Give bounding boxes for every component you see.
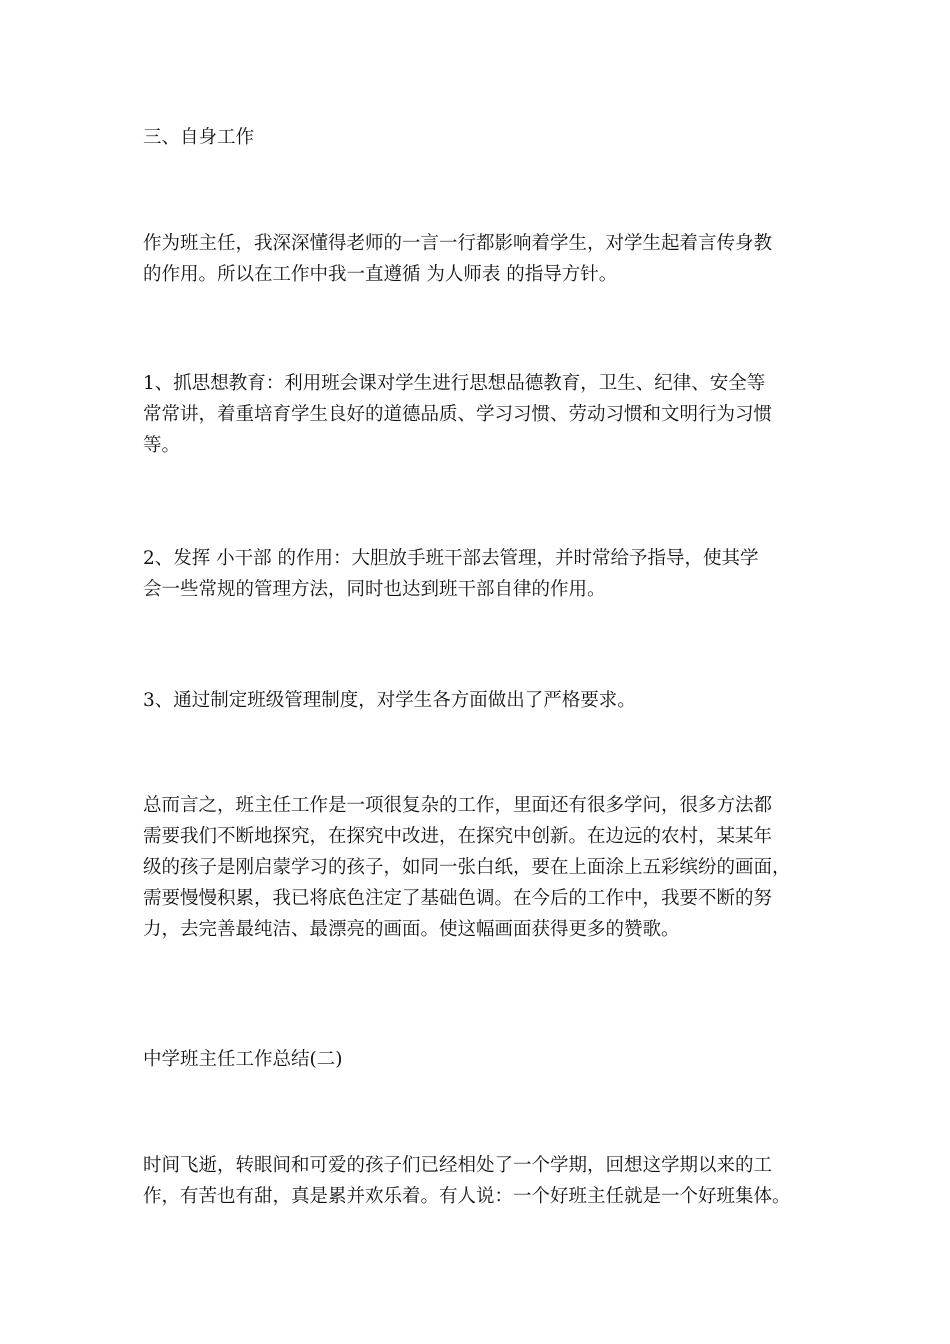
text-line: 三、自身工作 bbox=[143, 127, 255, 148]
text-line: 级的孩子是刚启蒙学习的孩子，如同一张白纸，要在上面涂上五彩缤纷的画面， bbox=[143, 857, 791, 878]
section-heading-summary-two bbox=[143, 1044, 815, 1075]
section-heading-self-work bbox=[143, 122, 815, 153]
text-line: 3、通过制定班级管理制度，对学生各方面做出了严格要求。 bbox=[143, 690, 636, 711]
paragraph-role-model bbox=[143, 228, 815, 290]
paragraph-item-3 bbox=[143, 685, 815, 716]
text-line: 作为班主任，我深深懂得老师的一言一行都影响着学生，对学生起着言传身教 bbox=[143, 233, 773, 254]
text-line: 需要慢慢积累，我已将底色注定了基础色调。在今后的工作中，我要不断的努 bbox=[143, 888, 773, 909]
text-line: 中学班主任工作总结(二) bbox=[143, 1049, 343, 1070]
text-line: 总而言之，班主任工作是一项很复杂的工作，里面还有很多学问，很多方法都 bbox=[143, 795, 773, 816]
text-line: 等。 bbox=[143, 435, 181, 456]
paragraph-item-1 bbox=[143, 368, 815, 461]
text-line: 常常讲，着重培育学生良好的道德品质、学习习惯、劳动习惯和文明行为习惯 bbox=[143, 404, 773, 425]
text-line: 作，有苦也有甜，真是累并欢乐着。有人说：一个好班主任就是一个好班集体。 bbox=[143, 1186, 791, 1207]
text-line: 2、发挥 小干部 的作用：大胆放手班干部去管理，并时常给予指导，使其学 bbox=[143, 548, 759, 569]
paragraph-summary bbox=[143, 790, 815, 945]
text-line: 力，去完善最纯洁、最漂亮的画面。使这幅画面获得更多的赞歌。 bbox=[143, 919, 680, 940]
text-line: 1、抓思想教育：利用班会课对学生进行思想品德教育，卫生、纪律、安全等 bbox=[143, 373, 766, 394]
text-line: 的作用。所以在工作中我一直遵循 为人师表 的指导方针。 bbox=[143, 264, 618, 285]
text-line: 需要我们不断地探究，在探究中改进，在探究中创新。在边远的农村，某某年 bbox=[143, 826, 773, 847]
paragraph-item-2 bbox=[143, 543, 815, 605]
text-line: 会一些常规的管理方法，同时也达到班干部自律的作用。 bbox=[143, 579, 606, 600]
paragraph-time-flies bbox=[143, 1150, 815, 1212]
text-line: 时间飞逝，转眼间和可爱的孩子们已经相处了一个学期，回想这学期以来的工 bbox=[143, 1155, 773, 1176]
